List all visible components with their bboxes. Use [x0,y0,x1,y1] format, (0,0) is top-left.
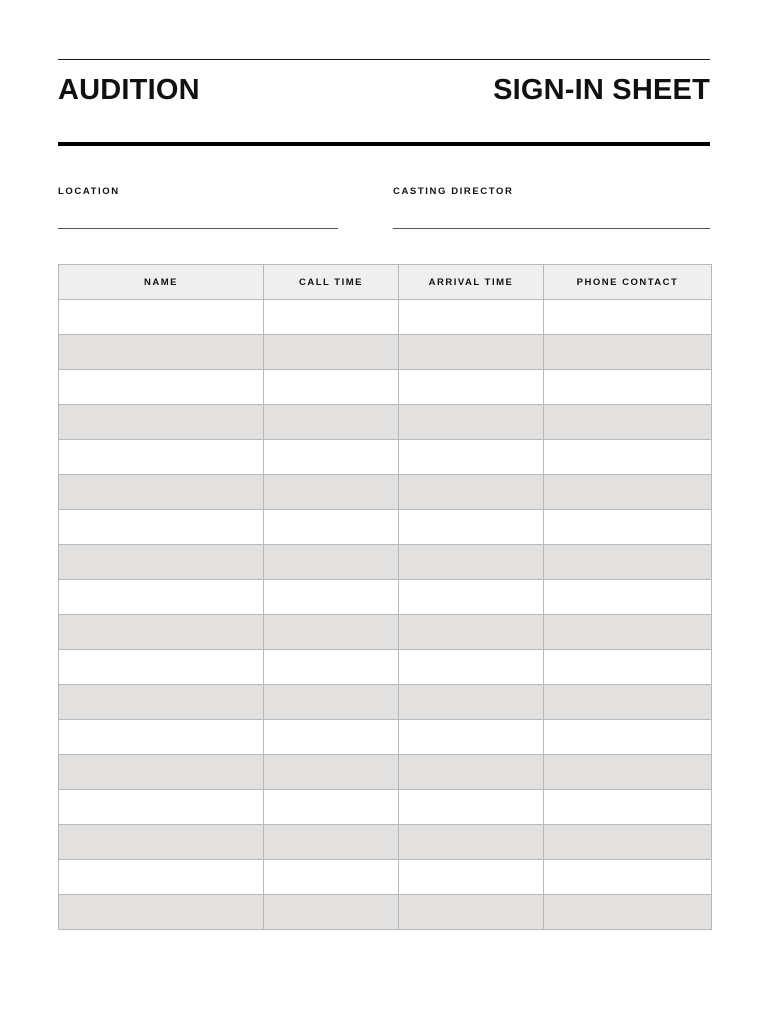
phone-contact-cell[interactable] [544,650,712,685]
arrival-time-cell[interactable] [399,790,544,825]
call-time-cell[interactable] [264,545,399,580]
phone-contact-cell[interactable] [544,685,712,720]
table-row [59,370,712,405]
arrival-time-cell[interactable] [399,300,544,335]
call-time-cell[interactable] [264,860,399,895]
phone-contact-cell[interactable] [544,895,712,930]
arrival-time-cell[interactable] [399,720,544,755]
header-divider [58,142,710,146]
phone-contact-cell[interactable] [544,860,712,895]
phone-contact-cell[interactable] [544,580,712,615]
call-time-cell[interactable] [264,755,399,790]
column-header-call-time: CALL TIME [264,265,399,300]
name-cell[interactable] [59,825,264,860]
phone-contact-cell[interactable] [544,405,712,440]
name-cell[interactable] [59,895,264,930]
phone-contact-cell[interactable] [544,545,712,580]
name-cell[interactable] [59,790,264,825]
arrival-time-cell[interactable] [399,475,544,510]
arrival-time-cell[interactable] [399,650,544,685]
phone-contact-cell[interactable] [544,440,712,475]
name-cell[interactable] [59,475,264,510]
call-time-cell[interactable] [264,825,399,860]
name-cell[interactable] [59,650,264,685]
table-row [59,440,712,475]
name-cell[interactable] [59,615,264,650]
call-time-cell[interactable] [264,790,399,825]
arrival-time-cell[interactable] [399,440,544,475]
arrival-time-cell[interactable] [399,510,544,545]
phone-contact-cell[interactable] [544,720,712,755]
phone-contact-cell[interactable] [544,825,712,860]
name-cell[interactable] [59,545,264,580]
phone-contact-cell[interactable] [544,790,712,825]
table-row [59,580,712,615]
table-row [59,405,712,440]
casting-director-field[interactable] [393,186,710,198]
table-row [59,825,712,860]
call-time-cell[interactable] [264,510,399,545]
call-time-cell[interactable] [264,440,399,475]
call-time-cell[interactable] [264,475,399,510]
column-header-phone-contact: PHONE CONTACT [544,265,712,300]
column-header-arrival-time: ARRIVAL TIME [399,265,544,300]
arrival-time-cell[interactable] [399,580,544,615]
name-cell[interactable] [59,755,264,790]
name-cell[interactable] [59,510,264,545]
arrival-time-cell[interactable] [399,825,544,860]
name-cell[interactable] [59,370,264,405]
table-header-row [59,265,712,300]
name-cell[interactable] [59,685,264,720]
name-cell[interactable] [59,580,264,615]
location-field[interactable] [58,186,338,198]
table-body [59,300,712,930]
table-row [59,895,712,930]
call-time-cell[interactable] [264,580,399,615]
phone-contact-cell[interactable] [544,755,712,790]
call-time-cell[interactable] [264,650,399,685]
table-row [59,615,712,650]
arrival-time-cell[interactable] [399,755,544,790]
call-time-cell[interactable] [264,370,399,405]
top-rule [58,59,710,60]
call-time-cell[interactable] [264,685,399,720]
casting-director-label: CASTING DIRECTOR [393,186,514,197]
arrival-time-cell[interactable] [399,335,544,370]
name-cell[interactable] [59,860,264,895]
table-row [59,685,712,720]
call-time-cell[interactable] [264,720,399,755]
phone-contact-cell[interactable] [544,300,712,335]
call-time-cell[interactable] [264,335,399,370]
arrival-time-cell[interactable] [399,895,544,930]
name-cell[interactable] [59,720,264,755]
call-time-cell[interactable] [264,300,399,335]
phone-contact-cell[interactable] [544,475,712,510]
table-row [59,300,712,335]
casting-director-line[interactable] [393,228,710,229]
header [58,72,710,108]
page-title: AUDITION [58,74,200,106]
table-row [59,720,712,755]
arrival-time-cell[interactable] [399,860,544,895]
name-cell[interactable] [59,440,264,475]
location-label: LOCATION [58,186,120,197]
table-row [59,335,712,370]
table-row [59,650,712,685]
sign-in-table [58,264,712,930]
phone-contact-cell[interactable] [544,615,712,650]
table-row [59,860,712,895]
table-row [59,475,712,510]
arrival-time-cell[interactable] [399,405,544,440]
name-cell[interactable] [59,335,264,370]
arrival-time-cell[interactable] [399,615,544,650]
call-time-cell[interactable] [264,895,399,930]
page-subtitle: SIGN-IN SHEET [493,74,710,106]
phone-contact-cell[interactable] [544,510,712,545]
call-time-cell[interactable] [264,405,399,440]
arrival-time-cell[interactable] [399,545,544,580]
phone-contact-cell[interactable] [544,335,712,370]
table-row [59,545,712,580]
location-line[interactable] [58,228,338,229]
name-cell[interactable] [59,300,264,335]
name-cell[interactable] [59,405,264,440]
column-header-name: NAME [59,265,264,300]
table-row [59,510,712,545]
phone-contact-cell[interactable] [544,370,712,405]
call-time-cell[interactable] [264,615,399,650]
table-row [59,755,712,790]
table-row [59,790,712,825]
arrival-time-cell[interactable] [399,370,544,405]
arrival-time-cell[interactable] [399,685,544,720]
